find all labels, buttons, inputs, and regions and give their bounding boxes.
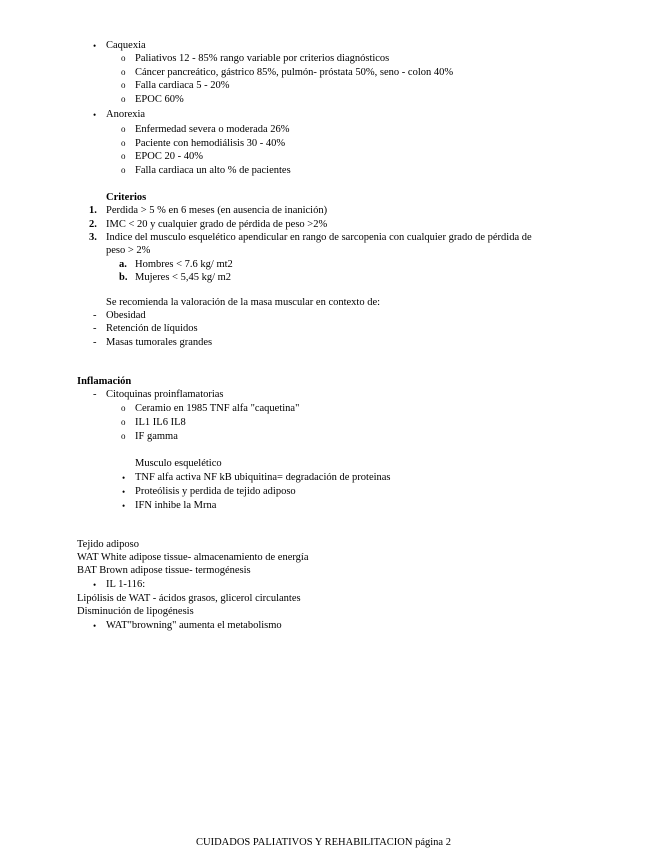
page-footer: CUIDADOS PALIATIVOS Y REHABILITACION página 2 — [196, 837, 451, 848]
citoquinas-label: Citoquinas proinflamatorias — [106, 389, 224, 400]
criterio-item: Indice del musculo esquelético apendicular en rango de sarcopenia con cualquier grado de pérdida de peso > 2% — [106, 232, 532, 256]
bullet-marker: • — [122, 501, 126, 511]
circle-marker: o — [121, 67, 126, 77]
musculo-label: Musculo esquelético — [135, 458, 222, 469]
bullet-marker: • — [93, 580, 97, 590]
list-item: Falla cardiaca un alto % de pacientes — [135, 165, 291, 176]
list-number: 3. — [89, 232, 97, 243]
il-line: IL 1-116: — [106, 579, 146, 590]
bullet-marker: • — [122, 473, 126, 483]
circle-marker: o — [121, 80, 126, 90]
list-item: Ceramio en 1985 TNF alfa "caquetina" — [135, 403, 300, 414]
dash-marker: - — [93, 323, 97, 334]
list-letter: a. — [119, 259, 127, 270]
circle-marker: o — [121, 403, 126, 413]
list-item: Paciente con hemodiálisis 30 - 40% — [135, 138, 286, 149]
list-item: TNF alfa activa NF kB ubiquitina= degradación de proteinas — [135, 472, 391, 483]
list-number: 1. — [89, 205, 97, 216]
list-item: Paliativos 12 - 85% rango variable por criterios diagnósticos — [135, 53, 390, 64]
list-item: Masas tumorales grandes — [106, 337, 213, 348]
browning-line: WAT"browning" aumenta el metabolismo — [106, 620, 282, 631]
list-letter: b. — [119, 272, 128, 283]
tejido-title: Tejido adiposo — [77, 539, 139, 550]
dash-marker: - — [93, 389, 97, 400]
disminucion-line: Disminución de lipogénesis — [77, 606, 194, 617]
list-item: EPOC 20 - 40% — [135, 151, 203, 162]
wat-line: WAT White adipose tissue- almacenamiento de energía — [77, 552, 309, 563]
sub-item: Mujeres < 5,45 kg/ m2 — [135, 272, 232, 283]
circle-marker: o — [121, 151, 126, 161]
dash-marker: - — [93, 337, 97, 348]
bullet-marker: • — [122, 487, 126, 497]
dash-marker: - — [93, 310, 97, 321]
bullet-marker: • — [93, 621, 97, 631]
inflamacion-heading: Inflamación — [77, 376, 132, 387]
valoracion-intro: Se recomienda la valoración de la masa muscular en contexto de: — [106, 297, 381, 308]
bullet-marker: • — [93, 41, 97, 51]
sub-item: Hombres < 7.6 kg/ mt2 — [135, 259, 233, 270]
circle-marker: o — [121, 165, 126, 175]
list-number: 2. — [89, 219, 97, 230]
circle-marker: o — [121, 417, 126, 427]
lipolisis-line: Lipólisis de WAT - ácidos grasos, glicerol circulantes — [77, 593, 301, 604]
list-item: IF gamma — [135, 431, 178, 442]
circle-marker: o — [121, 53, 126, 63]
list-item: Retención de líquidos — [106, 323, 198, 334]
circle-marker: o — [121, 431, 126, 441]
list-item: Proteólisis y perdida de tejido adiposo — [135, 486, 296, 497]
bat-line: BAT Brown adipose tissue- termogénesis — [77, 565, 251, 576]
circle-marker: o — [121, 94, 126, 104]
list-item: Obesidad — [106, 310, 146, 321]
list-item: IL1 IL6 IL8 — [135, 417, 186, 428]
bullet-marker: • — [93, 110, 97, 120]
list-item: Cáncer pancreático, gástrico 85%, pulmón- próstata 50%, seno - colon 40% — [135, 67, 454, 78]
list-item: Falla cardiaca 5 - 20% — [135, 80, 230, 91]
list-item: IFN inhibe la Mrna — [135, 500, 217, 511]
anorexia-label: Anorexia — [106, 109, 146, 120]
criterios-heading: Criterios — [106, 192, 147, 203]
criterio-item: Perdida > 5 % en 6 meses (en ausencia de inanición) — [106, 205, 328, 216]
list-item: Enfermedad severa o moderada 26% — [135, 124, 290, 135]
criterio-item: IMC < 20 y cualquier grado de pérdida de peso >2% — [106, 219, 328, 230]
list-item: EPOC 60% — [135, 94, 184, 105]
circle-marker: o — [121, 124, 126, 134]
circle-marker: o — [121, 138, 126, 148]
caquexia-label: Caquexia — [106, 40, 146, 51]
